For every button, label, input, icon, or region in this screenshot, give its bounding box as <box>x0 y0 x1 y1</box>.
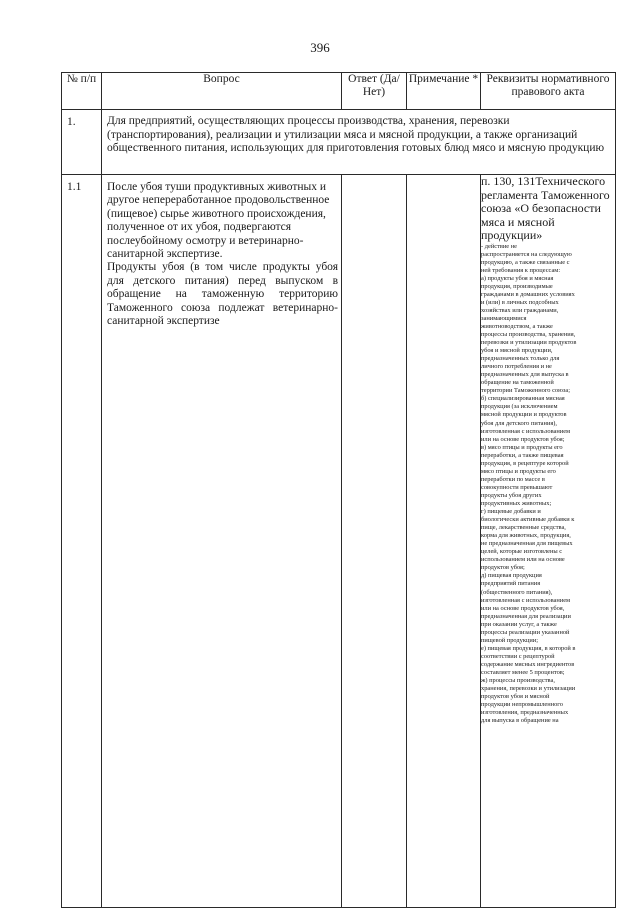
requisites-line: продукция, в рецептуре которой <box>481 459 569 467</box>
requisites-line: хозяйствах или гражданами, <box>481 306 559 314</box>
requisites-line: составляет менее 5 процентов; <box>481 668 565 676</box>
requisites-line: и (или) в личных подсобных <box>481 298 559 306</box>
requisites-line: пище, лекарственные средства, <box>481 524 566 532</box>
requisites-line: хранения, перевозки и утилизации <box>481 685 576 693</box>
requisites-line: в) мясо птицы и продукты его <box>481 443 563 451</box>
item-note <box>407 175 481 908</box>
requisites-line: совокупности превышают <box>481 483 553 491</box>
item-answer <box>342 175 407 908</box>
requisites-line: д) пищевая продукция <box>481 572 542 580</box>
requisites-line: б) специализированная мясная <box>481 395 565 403</box>
item-number: 1.1 <box>62 175 102 908</box>
requisites-line: использованием или на основе <box>481 556 565 564</box>
requisites-line: продуктов убоя и мясной <box>481 693 550 701</box>
requisites-line: изготовления, предназначенных <box>481 709 569 717</box>
requisites-line: или на основе продуктов убоя; <box>481 435 565 443</box>
requisites-line: переработки по массе в <box>481 475 545 483</box>
requisites-line: изготовленная с использованием <box>481 427 571 435</box>
requisites-line: распространяется на следующую <box>481 250 572 258</box>
section-number: 1. <box>62 110 102 175</box>
requisites-line: а) продукты убоя и мясная <box>481 274 554 282</box>
requisites-line: для выпуска в обращение на <box>481 717 559 725</box>
header-question: Вопрос <box>102 73 342 110</box>
header-note: Примечание * <box>407 73 481 110</box>
requisites-line: мясной продукции и продуктов <box>481 411 567 419</box>
requisites-line: личного потребления и не <box>481 363 552 371</box>
requisites-line: перевозки и утилизации продуктов <box>481 339 577 347</box>
header-num: № п/п <box>62 73 102 110</box>
requisites-line: процессы реализации указанной <box>481 628 570 636</box>
requisites-line: целей, которые изготовлены с <box>481 548 563 556</box>
requisites-line: продуктов убоя; <box>481 564 525 572</box>
requisites-line: обращение на таможенной <box>481 379 554 387</box>
requisites-line: предприятий питания <box>481 580 541 588</box>
section-text: Для предприятий, осуществляющих процессы производства, хранения, перевозки (транспортирования), реализации и утилизации мяса и мясной продукции, а также организаций общественного питания, использующих для приготовления готовых блюд мясо и мясную продукцию <box>102 110 616 175</box>
checklist-table <box>61 72 616 908</box>
requisites-line: - действие не <box>481 242 517 250</box>
header-answer: Ответ (Да/Нет) <box>342 73 407 110</box>
requisites-line: не предназначенная для пищевых <box>481 540 573 548</box>
requisites-line: продукция, производимые <box>481 282 553 290</box>
table-row <box>62 175 616 908</box>
requisites-line: биологически активные добавки к <box>481 516 575 524</box>
requisites-line: ней требования к процессам: <box>481 266 561 274</box>
requisites-line: или на основе продуктов убоя, <box>481 604 565 612</box>
requisites-line: предназначенных только для <box>481 355 560 363</box>
requisites-line: животноводством, а также <box>481 322 553 330</box>
requisites-line: при оказании услуг, а также <box>481 620 557 628</box>
requisites-line: процессы производства, хранения, <box>481 331 576 339</box>
requisites-line: соответствии с рецептурой <box>481 652 555 660</box>
requisites-line: продукции непромышленного <box>481 701 563 709</box>
requisites-line: убоя для детского питания), <box>481 419 558 427</box>
requisites-line: (общественного питания), <box>481 588 553 596</box>
requisites-line: изготовленная с использованием <box>481 596 571 604</box>
requisites-line: предназначенных для выпуска в <box>481 371 569 379</box>
requisites-line: территории Таможенного союза; <box>481 387 571 395</box>
requisites-line: мясо птицы и продукты его <box>481 467 556 475</box>
header-requisites: Реквизиты нормативного правового акта <box>481 73 616 110</box>
page-number: 396 <box>310 40 330 55</box>
section-row <box>62 110 616 175</box>
requisites-line: продукцию, а также связанные с <box>481 258 570 266</box>
requisites-line: предназначенная для реализации <box>481 612 571 620</box>
requisites-line: е) пищевая продукция, в которой в <box>481 644 576 652</box>
requisites-main: п. 130, 131Технического регламента Таможенного союза «О безопасности мяса и мясной продукции» <box>481 174 610 242</box>
question-paragraph-2: Продукты убоя (в том числе продукты убоя для детского питания) перед выпуском в обращение на таможенную территорию Таможенного союза подлежат ветеринарно-санитарной экспертизе <box>107 261 338 328</box>
requisites-line: переработки, а также пищевая <box>481 451 564 459</box>
item-question <box>102 175 342 908</box>
requisites-line: продуктивных животных; <box>481 500 552 507</box>
requisites-line: убоя и мясной продукции, <box>481 347 553 355</box>
item-requisites <box>481 175 616 908</box>
requisites-line: гражданами в домашних условиях <box>481 290 575 298</box>
requisites-line: продукция (за исключением <box>481 403 558 411</box>
requisites-line: пищевой продукции; <box>481 636 538 644</box>
requisites-line: содержание мясных ингредиентов <box>481 660 575 668</box>
requisites-line: г) пищевые добавки и <box>481 508 541 516</box>
requisites-line: ж) процессы производства, <box>481 677 555 685</box>
requisites-line: занимающимися <box>481 314 527 322</box>
question-paragraph-1: После убоя туши продуктивных животных и другое непереработанное продовольственное (пищевое) сырье животного происхождения, полученное от их убоя, подвергаются послеубойному осмотру и ветеринарно-санитарной экспертизе. <box>107 181 330 261</box>
requisites-details <box>481 243 615 726</box>
table-header-row <box>62 73 616 110</box>
requisites-line: корма для животных, продукция, <box>481 532 571 540</box>
requisites-line: продукты убоя других <box>481 491 542 499</box>
